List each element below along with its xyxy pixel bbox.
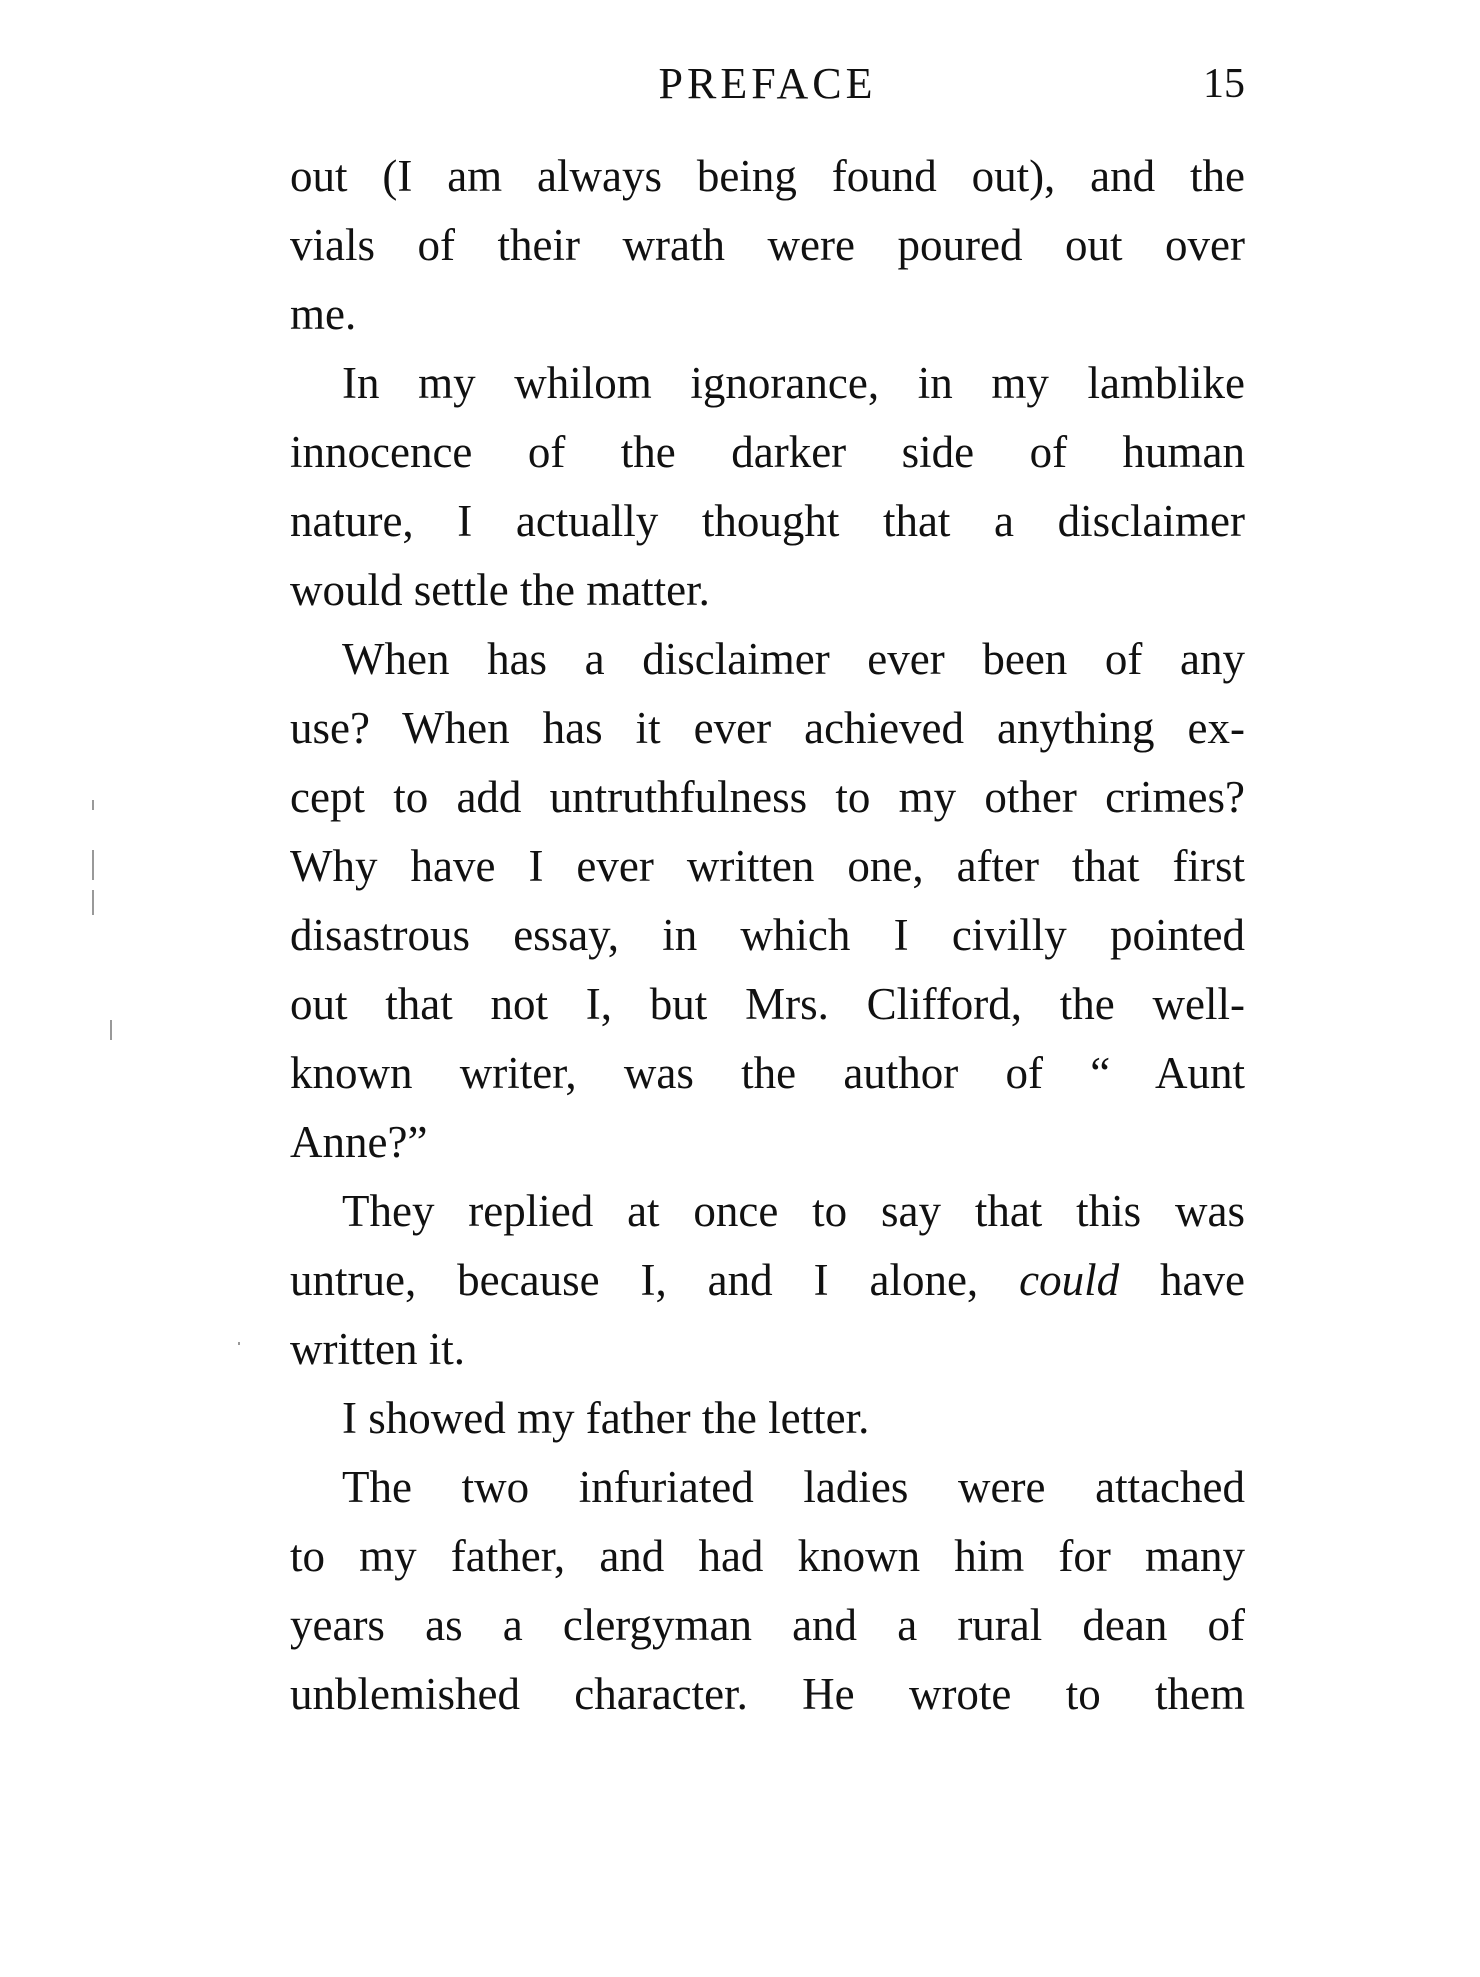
running-title: PREFACE xyxy=(658,59,877,108)
text-line: nature, I actually thought that a disclaimer xyxy=(290,496,1245,546)
text-line: years as a clergyman and a rural dean of xyxy=(290,1600,1245,1650)
text-fragment: untrue, because I, and I alone, xyxy=(290,1255,979,1305)
text-line: me. xyxy=(290,289,357,339)
text-line-with-emphasis xyxy=(290,1246,1245,1315)
text-line: cept to add untruthfulness to my other crimes? xyxy=(290,772,1245,822)
body-text xyxy=(290,142,1245,1729)
paragraph xyxy=(290,142,1245,349)
text-line: Anne?” xyxy=(290,1117,428,1167)
scan-speck xyxy=(92,850,94,880)
text-line: use? When has it ever achieved anything ex- xyxy=(290,703,1245,753)
paragraph xyxy=(290,625,1245,1177)
running-head xyxy=(290,58,1245,118)
text-line: vials of their wrath were poured out over xyxy=(290,220,1245,270)
text-line: I showed my father the letter. xyxy=(342,1393,870,1443)
text-line: They replied at once to say that this was xyxy=(342,1186,1245,1236)
text-line: to my father, and had known him for many xyxy=(290,1531,1245,1581)
scan-speck xyxy=(92,800,94,810)
text-line: out that not I, but Mrs. Clifford, the well- xyxy=(290,979,1245,1029)
text-fragment: have xyxy=(1160,1255,1245,1305)
scan-speck xyxy=(92,890,94,915)
text-line: When has a disclaimer ever been of any xyxy=(342,634,1245,684)
paragraph xyxy=(290,349,1245,625)
text-line: innocence of the darker side of human xyxy=(290,427,1245,477)
scan-speck xyxy=(238,1342,240,1345)
text-line: out (I am always being found out), and the xyxy=(290,151,1245,201)
emphasized-word: could xyxy=(1019,1255,1120,1305)
text-line: written it. xyxy=(290,1324,465,1374)
text-line: known writer, was the author of “ Aunt xyxy=(290,1048,1245,1098)
paragraph xyxy=(290,1384,1245,1453)
scan-speck xyxy=(110,1020,112,1040)
text-line: disastrous essay, in which I civilly pointed xyxy=(290,910,1245,960)
text-line: In my whilom ignorance, in my lamblike xyxy=(342,358,1245,408)
paragraph xyxy=(290,1453,1245,1729)
page-number: 15 xyxy=(1203,61,1245,107)
text-line: Why have I ever written one, after that first xyxy=(290,841,1245,891)
paragraph xyxy=(290,1177,1245,1384)
text-line: unblemished character. He wrote to them xyxy=(290,1669,1245,1719)
text-line: The two infuriated ladies were attached xyxy=(342,1462,1245,1512)
text-line: would settle the matter. xyxy=(290,565,710,615)
